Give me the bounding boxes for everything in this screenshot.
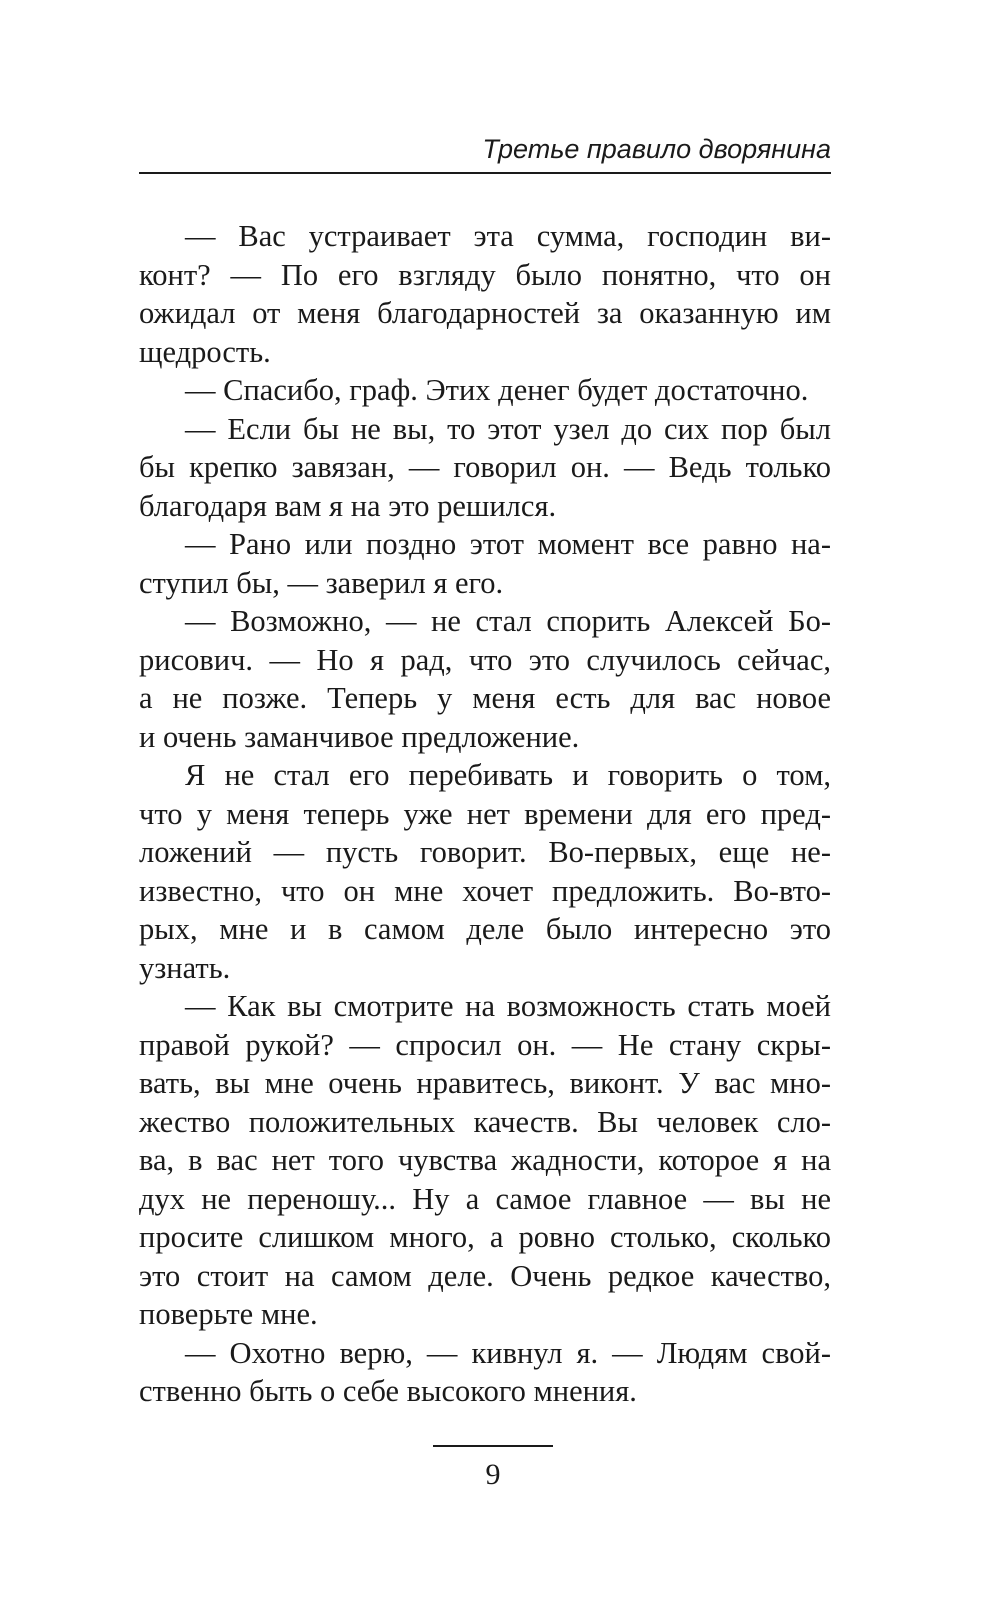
- text-line: жество положительных качеств. Вы человек сло-: [139, 1104, 831, 1139]
- paragraph: [139, 217, 831, 371]
- text-line: — Вас устраивает эта сумма, господин ви-: [185, 219, 831, 253]
- text-line: что у меня теперь уже нет времени для его пред-: [139, 796, 831, 831]
- text-line: — Возможно, — не стал спорить Алексей Бо-: [185, 604, 831, 638]
- text-line: — Если бы не вы, то этот узел до сих пор был: [185, 411, 831, 446]
- text-line: — Как вы смотрите на возможность стать моей: [185, 989, 831, 1023]
- paragraph: [139, 410, 831, 526]
- body-text: [139, 217, 831, 1411]
- paragraph: [139, 987, 831, 1334]
- text-line: рисович. — Но я рад, что это случилось сейчас,: [139, 642, 831, 677]
- text-line: ва, в вас нет того чувства жадности, которое я на: [139, 1143, 831, 1177]
- text-line: просите слишком много, а ровно столько, сколько: [139, 1220, 831, 1254]
- header-rule: [139, 172, 831, 174]
- text-line: рых, мне и в самом деле было интересно это: [139, 912, 831, 946]
- paragraph: [139, 602, 831, 756]
- paragraph: [139, 371, 831, 410]
- paragraph: [139, 525, 831, 602]
- text-line: — Охотно верю, — кивнул я. — Людям свой-: [185, 1335, 831, 1370]
- running-head: Третье правило дворянина: [482, 134, 831, 164]
- text-line: конт? — По его взгляду было понятно, что он: [139, 257, 831, 292]
- text-line: — Спасибо, граф. Этих денег будет достаточно.: [185, 373, 809, 407]
- page-number: 9: [485, 1458, 501, 1491]
- text-line: вать, вы мне очень нравитесь, виконт. У вас мно-: [139, 1066, 831, 1100]
- text-line: — Рано или поздно этот момент все равно на-: [185, 527, 831, 561]
- text-line: ступил бы, — заверил я его.: [139, 565, 504, 600]
- text-line: щедрость.: [139, 334, 271, 369]
- text-line: это стоит на самом деле. Очень редкое качество,: [139, 1258, 831, 1293]
- paragraph: [139, 756, 831, 987]
- footer-rule: [433, 1445, 553, 1447]
- paragraph: [139, 1334, 831, 1411]
- text-line: Я не стал его перебивать и говорить о том,: [185, 758, 831, 792]
- text-line: и очень заманчивое предложение.: [139, 719, 580, 754]
- text-line: благодаря вам я на это решился.: [139, 488, 557, 523]
- text-line: ственно быть о себе высокого мнения.: [139, 1374, 637, 1408]
- text-line: а не позже. Теперь у меня есть для вас новое: [139, 681, 831, 715]
- text-line: поверьте мне.: [139, 1297, 318, 1331]
- text-line: узнать.: [139, 950, 231, 985]
- text-line: правой рукой? — спросил он. — Не стану скры-: [139, 1027, 831, 1062]
- text-line: бы крепко завязан, — говорил он. — Ведь только: [139, 450, 831, 484]
- text-line: известно, что он мне хочет предложить. Во-вто-: [139, 873, 831, 908]
- text-line: дух не переношу... Ну а самое главное — вы не: [139, 1181, 831, 1216]
- text-line: ложений — пусть говорит. Во-первых, еще не-: [139, 835, 831, 869]
- text-line: ожидал от меня благодарностей за оказанную им: [139, 296, 831, 330]
